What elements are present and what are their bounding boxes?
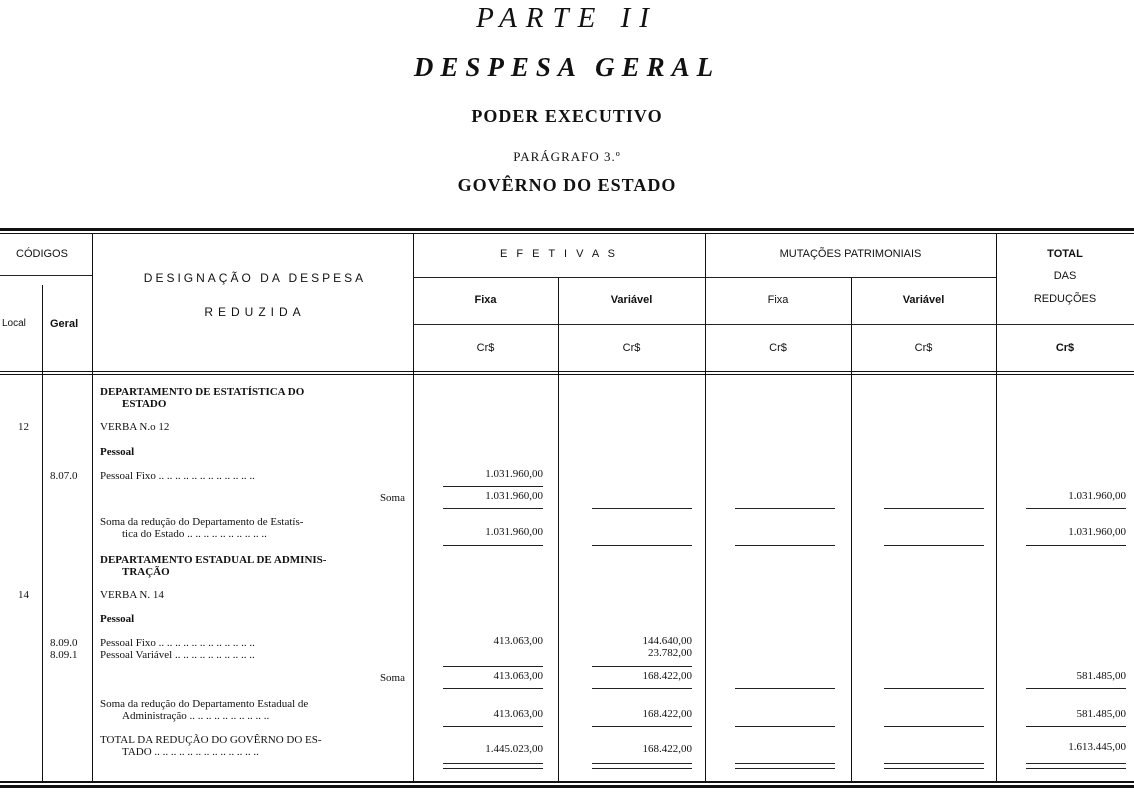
mut-fixa-header: Fixa (767, 294, 789, 306)
total-var: 168.422,00 (642, 743, 692, 755)
part-title: PARTE II (476, 2, 658, 34)
red2-under-total (1026, 726, 1126, 727)
mutacoes-header: MUTAÇÕES PATRIMONIAIS (779, 248, 922, 260)
col-line-efet-var (705, 234, 706, 781)
red1-total: 1.031.960,00 (1068, 526, 1126, 538)
r2-var: 144.640,00 (642, 635, 692, 647)
total-header-1: TOTAL (1047, 248, 1083, 260)
red2-label-cont: Administração .. .. .. .. .. .. .. .. .. .. (122, 710, 270, 722)
reduzida-header: REDUZIDA (204, 305, 306, 319)
soma1-label: Soma (379, 492, 405, 504)
header-bottom-rule (0, 371, 1134, 372)
table-top-rule-thin (0, 233, 1134, 234)
red2-under-fixa (443, 726, 543, 727)
verba14-label: VERBA N. 14 (100, 589, 164, 601)
pessoal1-label: Pessoal (100, 446, 135, 458)
total-header-3: REDUÇÕES (1033, 293, 1097, 305)
red2-total: 581.485,00 (1076, 708, 1126, 720)
paragraph-title: PARÁGRAFO 3.º (513, 149, 621, 164)
r1-fixa: 1.031.960,00 (485, 468, 543, 480)
dep2-title-cont: TRAÇÃO (122, 566, 170, 578)
col-line-geral (92, 234, 93, 781)
r2-fixa: 413.063,00 (493, 635, 543, 647)
soma2-line-var (592, 666, 692, 667)
codigos-header: CÓDIGOS (16, 248, 68, 260)
soma1-total: 1.031.960,00 (1068, 490, 1126, 502)
total-underline (996, 324, 1134, 325)
verba14-local: 14 (18, 589, 29, 601)
table-top-rule (0, 228, 1134, 231)
subcols-underline (413, 324, 996, 325)
total-under-fixa (443, 763, 543, 764)
red1-label-cont: tica do Estado .. .. .. .. .. .. .. .. .. .. (122, 528, 267, 540)
efet-var-header: Variável (610, 294, 653, 306)
soma1-fixa: 1.031.960,00 (485, 490, 543, 502)
col-line-local (42, 285, 43, 781)
total-under-mvar (884, 763, 984, 764)
mut-var-header: Variável (902, 294, 945, 306)
red2-under-mfixa (735, 726, 835, 727)
soma1-under-fixa (443, 508, 543, 509)
total-under-mfixa (735, 763, 835, 764)
red1-under-var (592, 545, 692, 546)
col-line-mut-var (996, 234, 997, 781)
soma1-under-mfixa (735, 508, 835, 509)
table-bottom-rule-thick (0, 785, 1134, 788)
codigos-underline (0, 275, 92, 276)
red2-under-var (592, 726, 692, 727)
total-label-cont: TADO .. .. .. .. .. .. .. .. .. .. .. .. .. (122, 746, 259, 758)
total-under-total-2 (1026, 768, 1126, 769)
red1-fixa: 1.031.960,00 (485, 526, 543, 538)
r3-geral: 8.09.1 (50, 649, 78, 661)
col-line-designacao (413, 234, 414, 781)
total-under-mvar-2 (884, 768, 984, 769)
table-bottom-rule (0, 781, 1134, 783)
groups-underline (413, 277, 996, 278)
soma1-under-var (592, 508, 692, 509)
currency-total: Cr$ (1055, 342, 1075, 354)
total-fixa: 1.445.023,00 (485, 743, 543, 755)
dep2-title: DEPARTAMENTO ESTADUAL DE ADMINIS- (100, 554, 327, 566)
soma2-under-mvar (884, 688, 984, 689)
local-header: Local (2, 318, 26, 329)
verba12-local: 12 (18, 421, 29, 433)
r3-var: 23.782,00 (648, 647, 692, 659)
soma1-under-mvar (884, 508, 984, 509)
power-title: PODER EXECUTIVO (471, 106, 663, 126)
red2-under-mvar (884, 726, 984, 727)
r2-geral: 8.09.0 (50, 637, 78, 649)
r1-label: Pessoal Fixo .. .. .. .. .. .. .. .. .. .. .. .. (100, 470, 255, 482)
header-bottom-rule-2 (0, 374, 1134, 375)
red1-label: Soma da redução do Departamento de Estatís- (100, 516, 304, 528)
red2-var: 168.422,00 (642, 708, 692, 720)
total-under-total (1026, 763, 1126, 764)
total-under-mfixa-2 (735, 768, 835, 769)
currency-efet-var: Cr$ (622, 342, 641, 354)
r3-label: Pessoal Variável .. .. .. .. .. .. .. .. .. .. (100, 649, 255, 661)
soma2-var: 168.422,00 (642, 670, 692, 682)
total-label: TOTAL DA REDUÇÃO DO GOVÊRNO DO ES- (100, 734, 322, 746)
dep1-title-cont: ESTADO (122, 398, 167, 410)
soma2-label: Soma (379, 672, 405, 684)
total-under-fixa-2 (443, 768, 543, 769)
r2-label: Pessoal Fixo .. .. .. .. .. .. .. .. .. .. .. .. (100, 637, 255, 649)
designacao-header: DESIGNAÇÃO DA DESPESA (143, 271, 367, 285)
verba12-label: VERBA N.o 12 (100, 421, 170, 433)
pessoal2-label: Pessoal (100, 613, 135, 625)
soma2-under-mfixa (735, 688, 835, 689)
efetivas-header: E F E T I V A S (500, 248, 618, 260)
r1-geral: 8.07.0 (50, 470, 78, 482)
red1-under-total (1026, 545, 1126, 546)
soma2-total: 581.485,00 (1076, 670, 1126, 682)
soma2-under-total (1026, 688, 1126, 689)
geral-header: Geral (50, 318, 79, 330)
total-total: 1.613.445,00 (1068, 741, 1126, 753)
soma2-under-fixa (443, 688, 543, 689)
soma1-line (443, 486, 543, 487)
total-under-var (592, 763, 692, 764)
red1-under-mvar (884, 545, 984, 546)
red2-fixa: 413.063,00 (493, 708, 543, 720)
government-title: GOVÊRNO DO ESTADO (457, 175, 677, 195)
red1-under-fixa (443, 545, 543, 546)
currency-mut-fixa: Cr$ (769, 342, 787, 354)
total-under-var-2 (592, 768, 692, 769)
currency-mut-var: Cr$ (914, 342, 933, 354)
dep1-title: DEPARTAMENTO DE ESTATÍSTICA DO (100, 386, 305, 398)
soma2-fixa: 413.063,00 (493, 670, 543, 682)
currency-efet-fixa: Cr$ (476, 342, 495, 354)
soma2-under-var (592, 688, 692, 689)
soma1-under-total (1026, 508, 1126, 509)
red1-under-mfixa (735, 545, 835, 546)
red2-label: Soma da redução do Departamento Estadual de (100, 698, 309, 710)
soma2-line-fixa (443, 666, 543, 667)
efet-fixa-header: Fixa (474, 294, 497, 306)
section-title: DESPESA GERAL (413, 52, 721, 82)
total-header-2: DAS (1053, 270, 1077, 282)
